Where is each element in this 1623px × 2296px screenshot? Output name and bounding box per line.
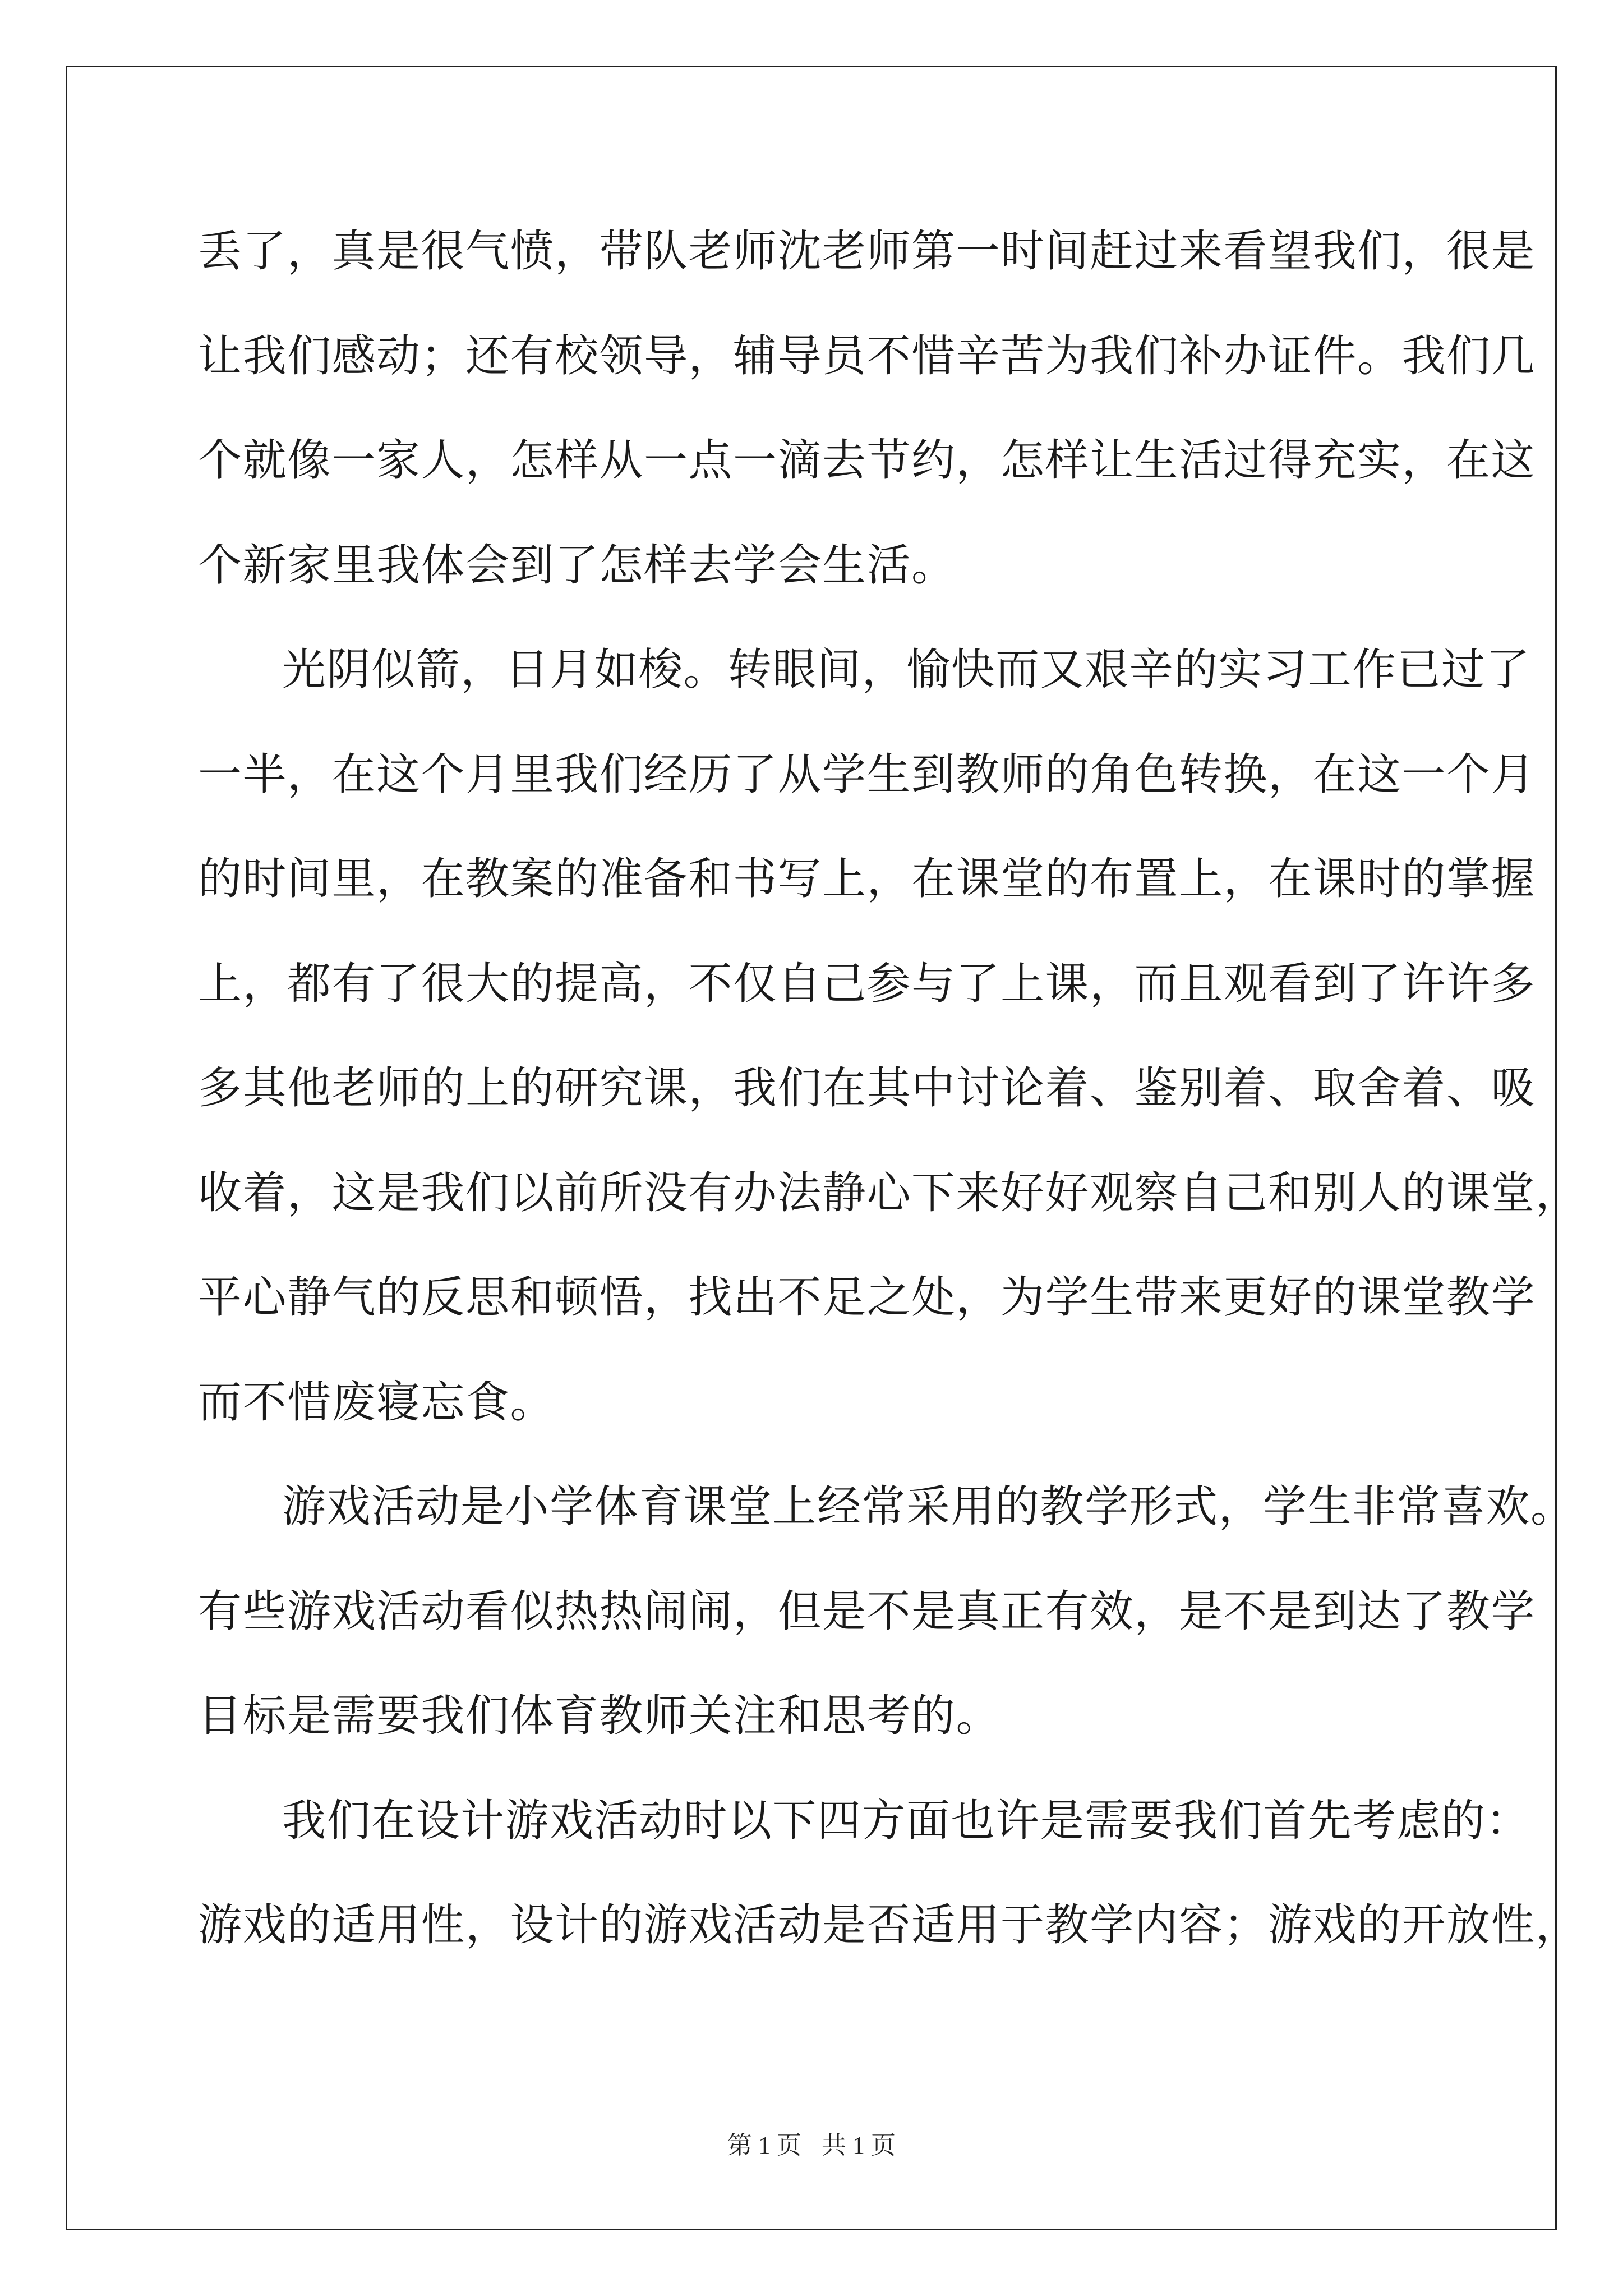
text-line: 目标是需要我们体育教师关注和思考的。 bbox=[198, 1691, 1001, 1741]
text-line: 的时间里，在教案的准备和书写上，在课堂的布置上，在课时的掌握 bbox=[198, 854, 1536, 904]
text-line: 个新家里我体会到了怎样去学会生活。 bbox=[198, 540, 956, 591]
document-body bbox=[198, 199, 1580, 1978]
page-total: 共 1 页 bbox=[822, 2132, 896, 2159]
page-number: 第 1 页 bbox=[727, 2132, 801, 2159]
text-line: 收着，这是我们以前所没有办法静心下来好好观察自己和别人的课堂， bbox=[198, 1167, 1580, 1218]
text-line: 丢了，真是很气愤，带队老师沈老师第一时间赶过来看望我们，很是 bbox=[198, 226, 1536, 277]
text-line: 平心静气的反思和顿悟，找出不足之处，为学生带来更好的课堂教学 bbox=[198, 1272, 1536, 1323]
text-line: 多其他老师的上的研究课，我们在其中讨论着、鉴别着、取舍着、吸 bbox=[198, 1063, 1536, 1114]
text-line: 而不惜废寝忘食。 bbox=[198, 1377, 555, 1428]
page-footer bbox=[0, 2129, 1623, 2162]
text-line: 个就像一家人，怎样从一点一滴去节约，怎样让生活过得充实，在这 bbox=[198, 435, 1536, 486]
text-line: 上，都有了很大的提高，不仅自己参与了上课，而且观看到了许许多 bbox=[198, 958, 1536, 1009]
paragraph-start-line: 游戏活动是小学体育课堂上经常采用的教学形式，学生非常喜欢。 bbox=[282, 1481, 1575, 1532]
text-line: 游戏的适用性，设计的游戏活动是否适用于教学内容；游戏的开放性， bbox=[198, 1900, 1580, 1950]
paragraph-start-line: 我们在设计游戏活动时以下四方面也许是需要我们首先考虑的： bbox=[282, 1795, 1531, 1846]
text-line: 一半，在这个月里我们经历了从学生到教师的角色转换，在这一个月 bbox=[198, 749, 1536, 800]
text-line: 有些游戏活动看似热热闹闹，但是不是真正有效，是不是到达了教学 bbox=[198, 1586, 1536, 1637]
paragraph-start-line: 光阴似箭，日月如梭。转眼间，愉快而又艰辛的实习工作已过了 bbox=[282, 645, 1531, 695]
text-line: 让我们感动；还有校领导，辅导员不惜辛苦为我们补办证件。我们几 bbox=[198, 330, 1536, 381]
